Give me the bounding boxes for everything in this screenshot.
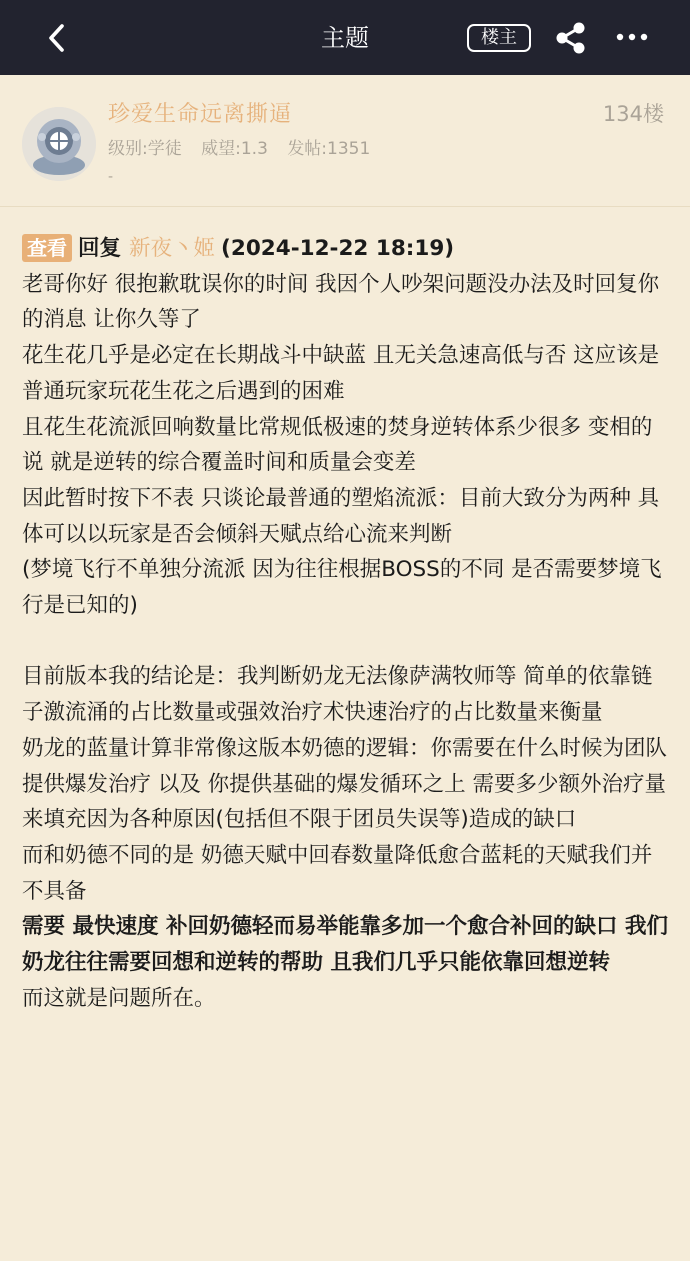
post-paragraph: 而这就是问题所在。 — [22, 985, 216, 1011]
page-title: 主题 — [321, 24, 369, 52]
post-paragraph — [22, 624, 672, 660]
post-author-card — [0, 75, 690, 205]
post-paragraph: (梦境飞行不单独分流派 因为往往根据BOSS的不同 是否需要梦境飞行是已知的) — [22, 557, 662, 619]
post-paragraph: 花生花几乎是必定在长期战斗中缺蓝 且无关急速高低与否 这应该是普通玩家玩花生花之后遇到的困难 — [22, 343, 660, 404]
top-navigation-bar — [0, 0, 690, 75]
post-body — [22, 267, 672, 1017]
share-button[interactable] — [553, 21, 589, 55]
author-post-count: 发帖:1351 — [287, 139, 371, 159]
chevron-left-icon — [40, 20, 76, 56]
reply-header — [22, 231, 672, 267]
author-stats — [108, 137, 384, 161]
reply-timestamp: (2024-12-22 18:19) — [221, 236, 455, 261]
post-paragraph: 而和奶德不同的是 奶德天赋中回春数量降低愈合蓝耗的天赋我们并不具备 — [22, 842, 653, 904]
author-username[interactable]: 珍爱生命远离撕逼 — [108, 102, 293, 127]
post-content — [22, 231, 672, 1016]
more-button[interactable] — [614, 27, 650, 47]
avatar[interactable] — [22, 107, 96, 181]
post-paragraph: 老哥你好 很抱歉耽误你的时间 我因个人吵架问题没办法及时回复你的消息 让你久等了 — [22, 271, 660, 333]
post-paragraph: 且花生花流派回响数量比常规低极速的焚身逆转体系少很多 变相的说 就是逆转的综合覆盖时间和质量会变差 — [22, 414, 653, 476]
diving-helmet-avatar-icon — [22, 107, 96, 181]
share-icon — [553, 21, 589, 55]
post-paragraph: 奶龙的蓝量计算非常像这版本奶德的逻辑：你需要在什么时候为团队提供爆发治疗 以及 你提供基础的爆发循环之上 需要多少额外治疗量来填充因为各种原因(包括但不限于团员失误等)造成的缺口 — [22, 735, 668, 833]
reply-label: 回复 — [78, 236, 122, 261]
author-signature: - — [108, 169, 114, 185]
author-prestige: 威望:1.3 — [201, 139, 268, 159]
post-paragraph: 因此暂时按下不表 只谈论最普通的塑焰流派：目前大致分为两种 具体可以以玩家是否会倾斜天赋点给心流来判断 — [22, 485, 660, 547]
reply-to-username[interactable]: 新夜丶姬 — [129, 236, 216, 261]
divider — [0, 206, 690, 207]
more-horizontal-icon — [614, 27, 650, 47]
post-paragraph: 目前版本我的结论是：我判断奶龙无法像萨满牧师等 简单的依靠链子激流涌的占比数量或强效治疗术快速治疗的占比数量来衡量 — [22, 664, 653, 726]
floor-number: 134楼 — [602, 102, 664, 126]
view-quote-button[interactable]: 查看 — [22, 234, 72, 262]
author-level: 级别:学徒 — [108, 139, 182, 159]
back-button[interactable] — [40, 20, 76, 56]
post-paragraph: 需要 最快速度 补回奶德轻而易举能靠多加一个愈合补回的缺口 我们奶龙往往需要回想和逆转的帮助 且我们几乎只能依靠回想逆转 — [22, 914, 668, 976]
thread-owner-only-button[interactable]: 楼主 — [467, 24, 531, 52]
